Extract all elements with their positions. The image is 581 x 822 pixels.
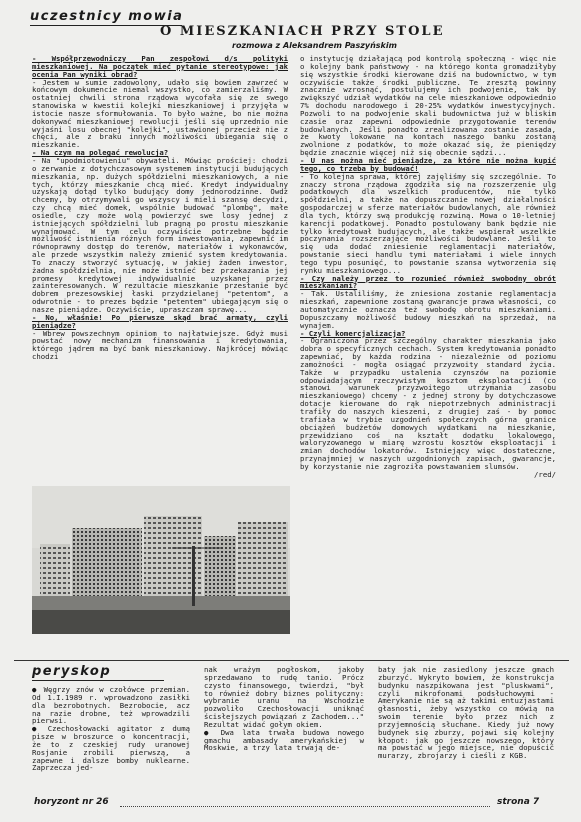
interview-answer: - Wbrew powszechnym opiniom to najłatwiejsze. Gdyż musi powstać nowy mechanizm finansowania i kredytowania, którego jądrem ma być bank mieszkaniowy. Najkrócej mówiąc chodzi bbox=[32, 328, 288, 362]
footer-issue: horyzont nr 26 bbox=[34, 797, 109, 807]
interview-answer: - To kolejna sprawa, której zajęliśmy się szczególnie. To znaczy strona rządowa zgodziła się na rozszerzenie ulg podatkowych dla wszelkich producentów, nie tylko spółdzielni, a także na dopuszczanie nowej działalności gospodarczej w sferze materiałów budowlanych, ale również dla tych, którzy swą produkcję rozwiną. Mowa o 10-letniej karencji podatkowej. Ponadto postulowany bank będzie nie tylko kredytował budujących, ale także wspierał wszelkie poczynania rozszerzające możliwości budowlane. Jeśli to się uda dodać zniesienie reglamentacji materiałów, powstanie sieci handlu tymi materiałami i wiele innych tego typu posunięć, to powstanie szansa wytworzenia się rynku mieszkaniowego... bbox=[300, 171, 556, 275]
apartment-blocks-photo bbox=[32, 486, 290, 634]
news-item: nak wrażym pogłoskom, jakoby sprzedawano to rudę tanio. Prócz czysto finansowego, twierdzi, "był to również dobry biznes polityczny: wybranie uranu na Wschodzie pozwoliło Czechosłowacji uniknąć ścisłejszych powiązań z Zachodem..." Rezultat widać gołym okiem. bbox=[204, 665, 364, 729]
section-underline bbox=[32, 680, 164, 681]
news-item: ● Węgrzy znów w czołówce przemian. Od 1.I.1989 r. wprowadzono zasiłki dla bezrobotnych. Bezrobocie, acz na razie drobne, też wprowadzili pierwsi. bbox=[32, 685, 190, 726]
news-item: ● Dwa lata trwała budowa nowego gmachu ambasady amerykańskiej w Moskwie, a trzy lata trwają de- bbox=[204, 727, 364, 753]
section-heading-uczestnicy: uczestnicy mowia bbox=[30, 9, 184, 24]
interview-answer: o instytucję działającą pod kontrolą społeczną - więc nie o kolejny bank państwowy - na którego konta gromadziłyby się wszystkie środki kierowane dziś na budownictwo, w tym oczywiście także środki publiczne. Te zresztą powinny znacznie wzrosnąć, postulujemy ich podwojenie, tak by zwiększyć udział wydatków na cele mieszkaniowe odpowiednio 7% dochodu narodowego i 20-25% wydatków inwestycyjnych. Pozwoli to na podwojenie skali budownictwa już w bliskim czasie oraz zapewni odpowiednie przygotowanie terenów budowlanych. Jeśli ponadto zrealizowana zostanie zasada, że kwoty lokowane na kontach naszego banku zostaną zwolnione z podatków, to może okazać się, że pieniędzy będzie znacznie więcej niż się obecnie sądzi... bbox=[300, 54, 556, 158]
interview-answer: - Jestem w sumie zadowolony, udało się bowiem zawrzeć w końcowym dokumencie niemal wszystko, co zamierzaliśmy. W ostatniej chwili strona rządowa wycofała się ze swego stanowiska w kwestii kolejki mieszkaniowej i przyjęła w istocie nasze sformułowania. To było ważne, bo nie można dokonywać mieszkaniowej rewolucji jeśli się uprzednio nie wyjaśni losu obecnej "kolejki", ustawionej przecież nie z chęci, ale z braku innych możliwości ubiegania się o mieszkanie. bbox=[32, 77, 288, 150]
author-signature: /red/ bbox=[534, 469, 556, 479]
interview-answer: - Na "upodmiotowieniu" obywateli. Mówiąc prościej: chodzi o zerwanie z dotychczasowym systemem instytucji budujących mieszkania, np. dużych spółdzielni mieszkaniowych, a nie tych, którzy mieszkanie chcą mieć. Kredyt indywidualny uzyskają dotąd tylko budujący domy jednorodzinne. Owdż chcemy, by otrzymywali go wszyscy i mieli szansę decydzi, czy chcą mieć domek, wspólnie budować "plombę", małe osiedle, czy może wolą powierzyć swe losy jednej z istniejących spółdzielni lub pragną po prostu mieszkanie wynajmować. W tym celu oczywiście potrzebne będzie możliwość istnienia różnych form inwestowania, zapewnić im równoprawny dostęp do terenów, materiałów i wykonawców, ale przede wszystkim należy zmienić system kredytowania. To znaczy stworzyć sytuację, w jakiej żaden inwestor, żadna spółdzielnia, nie może istnieć bez przekazania jej promesy kredytowej indywidualnie uzyskanej przez zainteresowanych. W rezultacie mieszkanie przestanie być dobrem prezesowskiej łaski przydzielanej "petentom", a odwrotnie - to prezes będzie "petentem" ubiegającym się o nasze pieniądze. Oczywiście, upraszczam sprawę... bbox=[32, 155, 288, 314]
interview-answer: - Tak. Ustaliliśmy, że zniesiona zostanie reglamentacja mieszkań, zapewnione zostaną gwarancje prawa własności, co automatycznie oznacza też swobodę obrotu mieszkaniami. Dopuszczamy możliwość budowy mieszkań na sprzedaż, na wynajem. bbox=[300, 289, 556, 330]
interview-question: - U nas można mieć pieniądze, za które nie można kupić tego, co trzeba by budować! bbox=[300, 155, 556, 173]
peryskop-column-2 bbox=[204, 666, 364, 796]
article-title: O MIESZKANIACH PRZY STOLE bbox=[160, 24, 445, 39]
interview-question: - Na czym ma polegać rewolucja? bbox=[32, 148, 169, 158]
interview-question: - No, właśnie! Po pierwsze skąd brać armaty, czyli pieniądze? bbox=[32, 312, 288, 330]
peryskop-column-1 bbox=[32, 686, 190, 794]
article-byline: rozmowa z Aleksandrem Paszyńskim bbox=[232, 41, 397, 50]
footer-page-number: strona 7 bbox=[497, 797, 540, 807]
section-divider bbox=[14, 660, 569, 661]
interview-question: - Czy należy przez to rozumieć również swobodny obrót mieszkaniami? bbox=[300, 273, 556, 291]
section-heading-peryskop: peryskop bbox=[32, 664, 112, 679]
interview-question: - Czyli komercjalizacja? bbox=[300, 328, 406, 338]
interview-column-right bbox=[300, 55, 556, 655]
news-item: baty jak nie zasiedlony jeszcze gmach zburzyć. Wykryto bowiem, że konstrukcja budynku naszpikowana jest "pluskwami", czyli mikrofonami podsłuchowymi - Amerykanie nie są aż takimi entuzjastami głasnosti, żeby wszystko co mówią na swoim terenie było przez nich z przyjemnością słuchane. Kiedy już nowy budynek się zburzy, pojawi się kolejny kłopot: jak go jeszcze nowszego, który ma powstać w jego miejsce, nie dopuścić murarzy, zbrojarzy i cieśli z KGB. bbox=[378, 665, 554, 761]
peryskop-column-3 bbox=[378, 666, 554, 796]
interview-question: - Współprzewodniczy Pan zespołowi d/s polityki mieszkaniowej. Na początek mieć pytanie stereotypowe: jak ocenia Pan wyniki obrad? bbox=[32, 54, 288, 79]
news-item: ● Czechosłowacki agitator z dumą pisze w broszurce o koncentracji, że to z czeskiej rudy uranowej Rosjanie zrobili pierwszą, a zapewne i dalsze bomby nuklearne. Zaprzecza jed- bbox=[32, 724, 190, 773]
footer-dotted-line bbox=[120, 806, 490, 807]
interview-answer: - Ograniczona przez szczególny charakter mieszkania jako dobra o specyficznych cechach. System kredytowania ponadto zapewniać, by każda rodzina - niezależnie od poziomu zamożności - mogła osiągać przyzwoity standard życia. Także w przypadku ustalenia czynszów na poziomie odpowiadającym rzeczywistym kosztom eksploatacji (co stanowi warunek przyzwoitego utrzymania zasobu mieszkaniowego) chcemy - z jednej strony by dotychczasowe dotacje kierowane do rąk niepotrzebnych administracji trafiły do naszych kieszeni, z drugiej zaś - by pomoc trafiała w trybie uzgodnień społecznych górna granice obciążeń budżetów domowych wydatkami na mieszkanie, przewidziano coś na kształt dodatku lokalowego, waloryzowanego w miarę wzrostu kosztów eksploatacji i zmian dochodów lokatorów. Istniejący więc dostateczne, przynajmniej w naszych uzgodnionych zapisach, gwarancje, by korzystanie nie zagroziła powstawaniem slumsów. bbox=[300, 336, 556, 471]
interview-column-left bbox=[32, 55, 288, 482]
